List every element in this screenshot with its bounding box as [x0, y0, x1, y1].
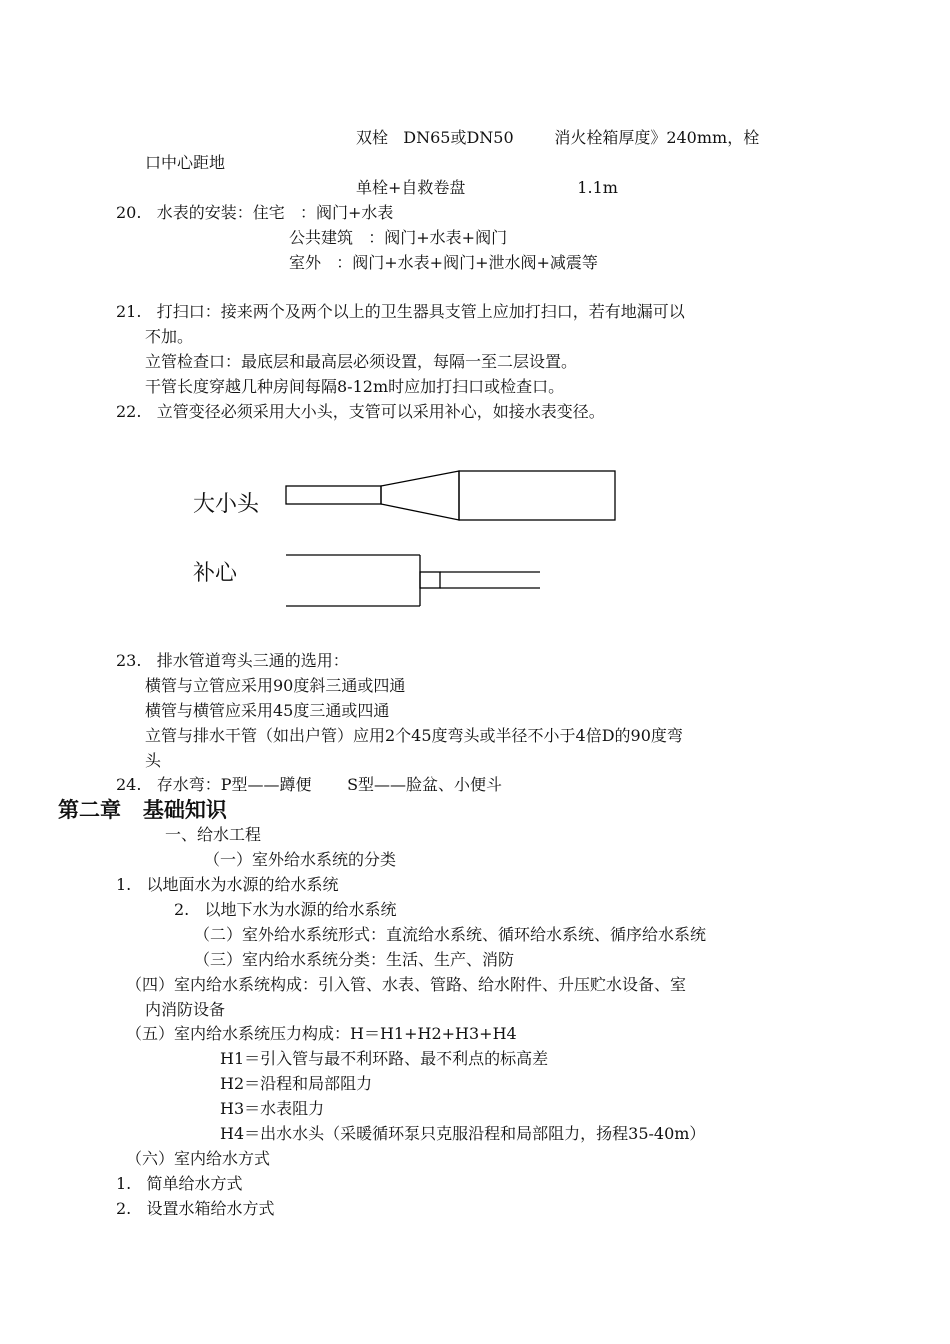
subsection-3: （三）室内给水系统分类：生活、生产、消防 [194, 950, 515, 969]
item-20-line-1: 20. 水表的安装：住宅 ：阀门+水表 [116, 203, 394, 222]
subsection-6: （六）室内给水方式 [126, 1149, 271, 1168]
bushing-drawing [286, 555, 540, 606]
subsection-4-line-1: （四）室内给水系统构成：引入管、水表、管路、给水附件、升压贮水设备、室 [126, 975, 687, 994]
classification-item-1: 1. 以地面水为水源的给水系统 [116, 875, 339, 894]
item-23-line-3: 横管与横管应采用45度三通或四通 [145, 701, 390, 720]
pressure-h3: H3＝水表阻力 [220, 1099, 325, 1118]
item-20-line-2: 公共建筑 ：阀门+水表+阀门 [289, 228, 508, 247]
pressure-h4: H4＝出水水头（采暖循环泵只克服沿程和局部阻力，扬程35-40m） [220, 1124, 706, 1143]
reducer-small-pipe [286, 486, 381, 504]
subsection-1: （一）室外给水系统的分类 [204, 850, 397, 869]
reducer-large-pipe [459, 471, 615, 520]
item-21-line-1: 21. 打扫口：接来两个及两个以上的卫生器具支管上应加打扫口，若有地漏可以 [116, 302, 685, 321]
supply-method-1: 1. 简单给水方式 [116, 1174, 243, 1193]
pressure-h2: H2＝沿程和局部阻力 [220, 1074, 373, 1093]
item-23-line-4: 立管与排水干管（如出户管）应用2个45度弯头或半径不小于4倍D的90度弯 [145, 726, 683, 745]
reducer-label: 大小头 [193, 492, 260, 517]
subsection-4-line-2: 内消防设备 [145, 1000, 226, 1019]
item-22-line-1: 22. 立管变径必须采用大小头，支管可以采用补心，如接水表变径。 [116, 402, 605, 421]
supply-method-2: 2. 设置水箱给水方式 [116, 1199, 275, 1218]
bushing-label: 补心 [193, 561, 238, 586]
bushing-insert [420, 572, 440, 588]
hydrant-double-line: 双栓 DN65或DN50 消火栓箱厚度》240mm，栓 [356, 128, 760, 147]
section-water-supply: 一、给水工程 [165, 825, 262, 844]
chapter-2-title: 第二章 基础知识 [58, 798, 227, 822]
item-23-line-1: 23. 排水管道弯头三通的选用： [116, 651, 349, 670]
hydrant-single-line: 单栓+自救卷盘 1.1m [356, 178, 618, 197]
reducer-drawing [286, 471, 615, 520]
item-21-line-3: 立管检查口：最底层和最高层必须设置，每隔一至二层设置。 [145, 352, 578, 371]
reducer-cone [381, 471, 459, 520]
pressure-h1: H1＝引入管与最不利环路、最不利点的标高差 [220, 1049, 549, 1068]
classification-item-2: 2. 以地下水为水源的给水系统 [174, 900, 397, 919]
item-21-line-2: 不加。 [145, 327, 194, 346]
item-21-line-4: 干管长度穿越几种房间每隔8-12m时应加打扫口或检查口。 [145, 377, 565, 396]
item-24-line-1: 24. 存水弯：P型——蹲便 S型——脸盆、小便斗 [116, 775, 503, 794]
subsection-5: （五）室内给水系统压力构成：H＝H1+H2+H3+H4 [126, 1024, 517, 1043]
subsection-2: （二）室外给水系统形式：直流给水系统、循环给水系统、循序给水系统 [194, 925, 707, 944]
hydrant-height-line: 口中心距地 [145, 153, 226, 172]
item-23-line-5: 头 [145, 751, 162, 770]
item-23-line-2: 横管与立管应采用90度斜三通或四通 [145, 676, 406, 695]
item-20-line-3: 室外 ：阀门+水表+阀门+泄水阀+减震等 [289, 253, 598, 272]
